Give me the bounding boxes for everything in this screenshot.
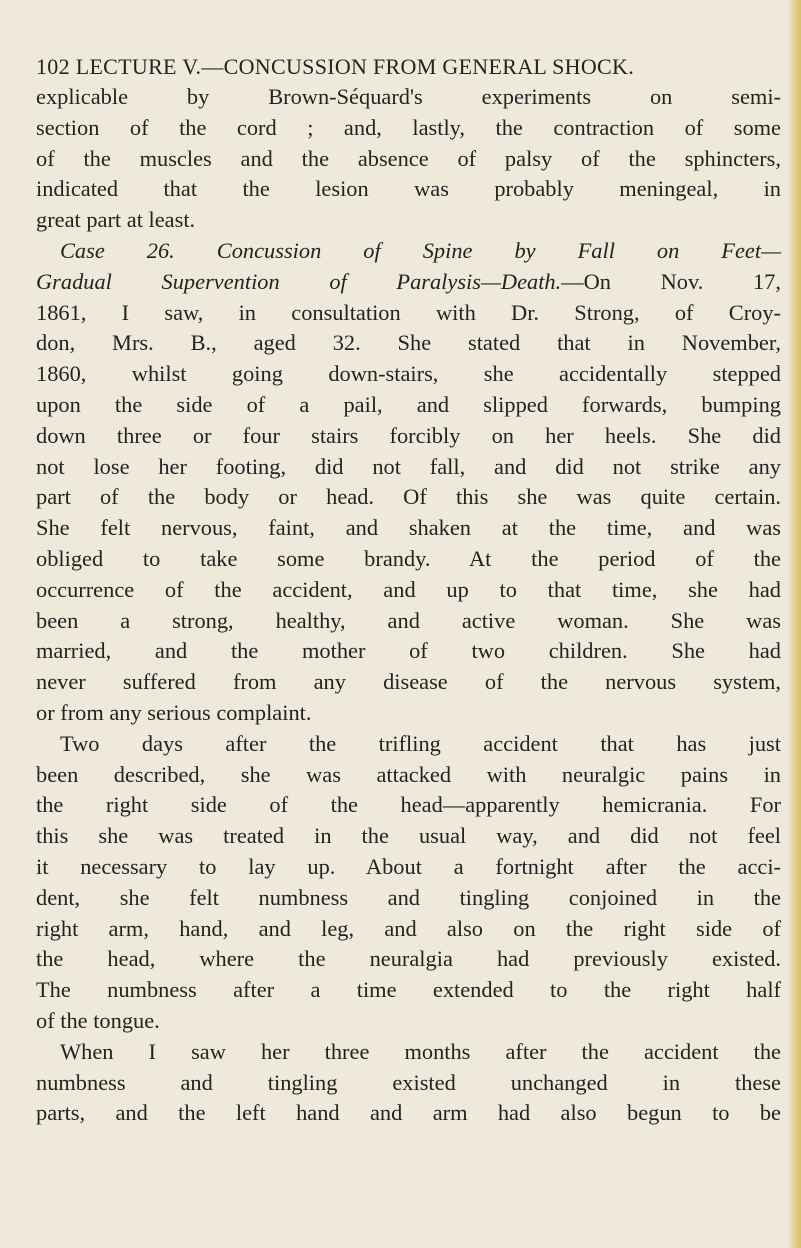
line-text: been a strong, healthy, and active woman. She was bbox=[36, 607, 781, 633]
text-line bbox=[36, 636, 781, 667]
text-line bbox=[36, 1098, 781, 1129]
text-line bbox=[36, 606, 781, 637]
text-line bbox=[36, 883, 781, 914]
line-text: obliged to take some brandy. At the period of the bbox=[36, 545, 781, 571]
text-line bbox=[36, 698, 781, 729]
text-line bbox=[36, 975, 781, 1006]
text-line bbox=[36, 760, 781, 791]
line-text: She felt nervous, faint, and shaken at the time, and was bbox=[36, 515, 781, 541]
text-line bbox=[36, 790, 781, 821]
text-line bbox=[36, 205, 781, 236]
line-text: part of the body or head. Of this she was quite certain. bbox=[36, 484, 781, 510]
line-text: When I saw her three months after the accident the bbox=[60, 1038, 781, 1064]
text-line bbox=[36, 144, 781, 175]
line-text: of the tongue. bbox=[36, 1007, 160, 1033]
text-line bbox=[36, 390, 781, 421]
line-text: not lose her footing, did not fall, and did not strike any bbox=[36, 453, 781, 479]
line-text: this she was treated in the usual way, and did not feel bbox=[36, 823, 781, 849]
text-line bbox=[36, 82, 781, 113]
text-line bbox=[36, 482, 781, 513]
text-line bbox=[36, 667, 781, 698]
line-text: great part at least. bbox=[36, 207, 196, 233]
line-text: explicable by Brown-Séquard's experiments on semi- bbox=[36, 84, 781, 109]
text-line bbox=[36, 298, 781, 329]
line-text: 1861, I saw, in consultation with Dr. Strong, of Croy- bbox=[36, 299, 781, 325]
line-text: been described, she was attacked with neuralgic pains in bbox=[36, 761, 781, 787]
line-text: dent, she felt numbness and tingling conjoined in the bbox=[36, 884, 781, 910]
line-text: don, Mrs. B., aged 32. She stated that in November, bbox=[36, 330, 781, 356]
text-line bbox=[36, 174, 781, 205]
text-line bbox=[36, 267, 781, 298]
italic-heading: Gradual Supervention of Paralysis—Death. bbox=[36, 268, 562, 294]
text-line bbox=[36, 1037, 781, 1068]
line-text: 1860, whilst going down-stairs, she accidentally stepped bbox=[36, 361, 781, 387]
text-line bbox=[36, 1006, 781, 1037]
running-header: 102 LECTURE V.—CONCUSSION FROM GENERAL SHOCK. bbox=[36, 54, 634, 79]
line-text: —On Nov. 17, bbox=[561, 268, 781, 294]
text-line bbox=[36, 729, 781, 760]
text-line bbox=[36, 575, 781, 606]
line-text: it necessary to lay up. About a fortnight after the acci- bbox=[36, 853, 781, 879]
line-text: numbness and tingling existed unchanged in these bbox=[36, 1069, 781, 1095]
line-text: the head, where the neuralgia had previously existed. bbox=[36, 946, 781, 972]
line-text: the right side of the head—apparently hemicrania. For bbox=[36, 792, 781, 818]
text-line bbox=[36, 544, 781, 575]
line-text: section of the cord ; and, lastly, the contraction of some bbox=[36, 114, 781, 140]
line-text: upon the side of a pail, and slipped forwards, bumping bbox=[36, 391, 781, 417]
line-text: or from any serious complaint. bbox=[36, 699, 312, 725]
text-line bbox=[36, 359, 781, 390]
line-text: The numbness after a time extended to the right half bbox=[36, 977, 781, 1003]
text-line bbox=[36, 821, 781, 852]
line-text: parts, and the left hand and arm had also begun to be bbox=[36, 1100, 781, 1126]
line-text: never suffered from any disease of the nervous system, bbox=[36, 669, 781, 695]
text-line bbox=[36, 944, 781, 975]
text-line bbox=[36, 113, 781, 144]
text-line bbox=[36, 328, 781, 359]
text-line bbox=[36, 852, 781, 883]
text-line bbox=[36, 236, 781, 267]
text-line bbox=[36, 914, 781, 945]
line-text: of the muscles and the absence of palsy of the sphincters, bbox=[36, 145, 781, 171]
text-line bbox=[36, 1068, 781, 1099]
page-edge bbox=[787, 0, 801, 1248]
text-line bbox=[36, 421, 781, 452]
line-text: down three or four stairs forcibly on her heels. She did bbox=[36, 422, 781, 448]
line-text: Two days after the trifling accident that has just bbox=[60, 730, 781, 756]
line-text: married, and the mother of two children. She had bbox=[36, 638, 781, 664]
body-text bbox=[36, 82, 781, 1129]
text-line bbox=[36, 513, 781, 544]
line-text: indicated that the lesion was probably meningeal, in bbox=[36, 176, 781, 202]
italic-heading: Case 26. Concussion of Spine by Fall on Feet— bbox=[60, 237, 781, 263]
line-text: right arm, hand, and leg, and also on the right side of bbox=[36, 915, 781, 941]
line-text: occurrence of the accident, and up to that time, she had bbox=[36, 576, 781, 602]
text-line bbox=[36, 452, 781, 483]
